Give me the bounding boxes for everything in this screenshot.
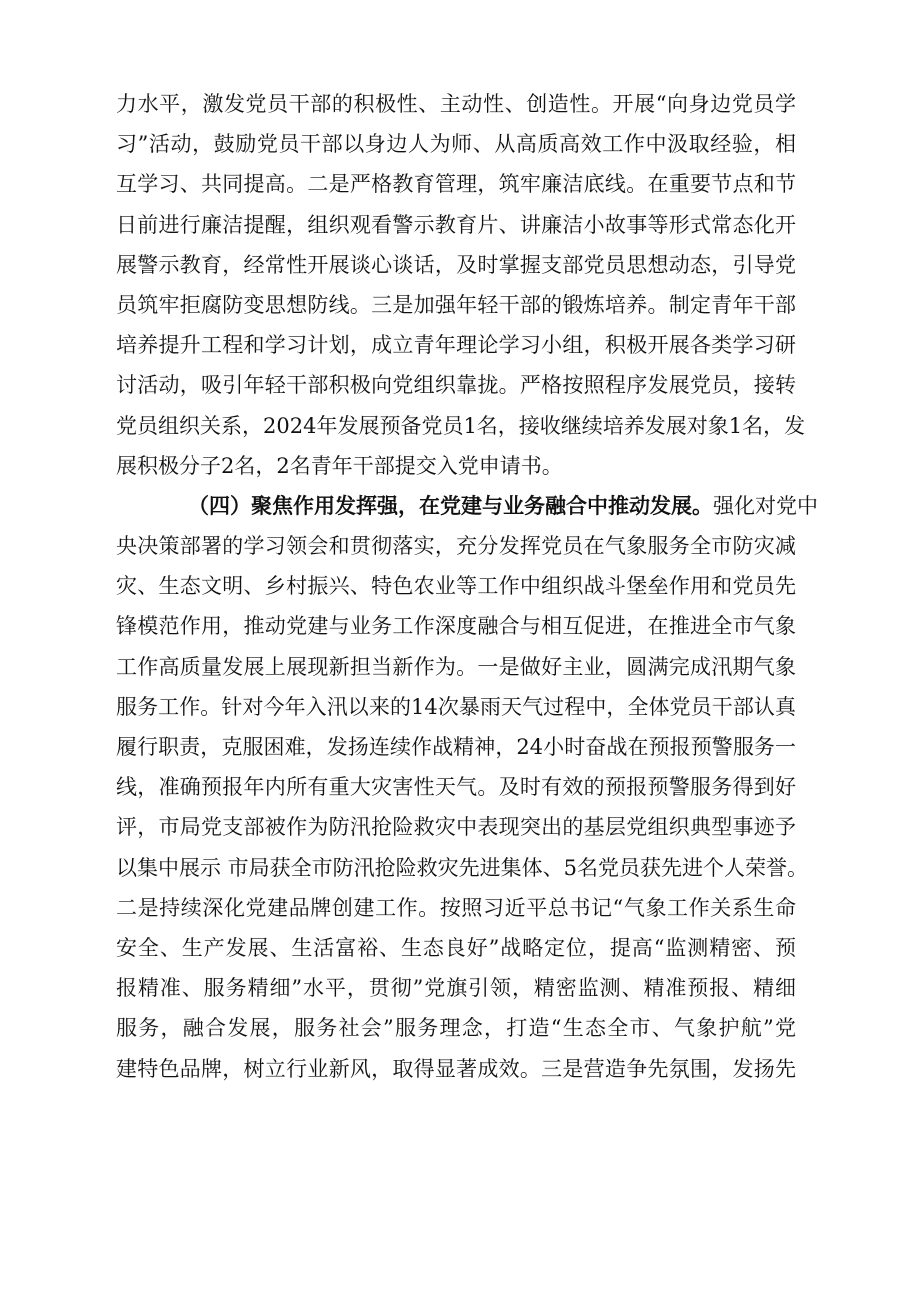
document-body xyxy=(116,84,818,1089)
text-line: 安全、生产发展、生活富裕、生态良好”战略定位，提高“监测精密、预 xyxy=(116,935,796,960)
section-heading: （四）聚焦作用发挥强，在党建与业务融合中推动发展。 xyxy=(188,492,713,518)
text-line: 日前进行廉洁提醒，组织观看警示教育片、讲廉洁小故事等形式常态化开 xyxy=(116,212,796,237)
text-line: 党员组织关系，2024年发展预备党员1名，接收继续培养发展对象1名，发 xyxy=(116,413,806,438)
text-line: 习”活动，鼓励党员干部以身边人为师、从高质高效工作中汲取经验，相 xyxy=(116,132,796,157)
text-line: 互学习、共同提高。二是严格教育管理，筑牢廉洁底线。在重要节点和节 xyxy=(116,172,796,197)
text-line: 履行职责，克服困难，发扬连续作战精神，24小时奋战在预报预警服务一 xyxy=(116,735,796,759)
text-line: 央决策部署的学习领会和贯彻落实，充分发挥党员在气象服务全市防灾减 xyxy=(116,534,796,559)
text-line: 建特色品牌，树立行业新风，取得显著成效。三是营造争先氛围，发扬先 xyxy=(116,1056,796,1081)
text-line: 服务工作。针对今年入汛以来的14次暴雨天气过程中，全体党员干部认真 xyxy=(116,694,796,719)
text-line: 二是持续深化党建品牌创建工作。按照习近平总书记“气象工作关系生命 xyxy=(116,895,796,920)
text-line: 报精准、服务精细”水平，贯彻”党旗引领，精密监测、精准预报、精细 xyxy=(116,976,796,1001)
text-line: 工作高质量发展上展现新担当新作为。一是做好主业，圆满完成汛期气象 xyxy=(116,654,796,679)
section-heading-line xyxy=(116,486,818,526)
text-line: 讨活动，吸引年轻干部积极向党组织靠拢。严格按照程序发展党员，接转 xyxy=(116,373,796,398)
text-line: 展警示教育，经常性开展谈心谈话，及时掌握支部党员思想动态，引导党 xyxy=(116,252,796,277)
text-line: 评，市局党支部被作为防汛抢险救灾中表现突出的基层党组织典型事迹予 xyxy=(116,815,796,840)
text-line: 灾、生态文明、乡村振兴、特色农业等工作中组织战斗堡垒作用和党员先 xyxy=(116,574,796,599)
text-line: 力水平，激发党员干部的积极性、主动性、创造性。开展“向身边党员学 xyxy=(116,92,796,116)
text-line: 培养提升工程和学习计划，成立青年理论学习小组，积极开展各类学习研 xyxy=(116,333,796,358)
text-line: 展积极分子2名，2名青年干部提交入党申请书。 xyxy=(116,453,563,478)
text-line: 线，准确预报年内所有重大灾害性天气。及时有效的预报预警服务得到好 xyxy=(116,775,796,800)
text-line: 以集中展示 市局获全市防汛抢险救灾先进集体、5名党员获先进个人荣誉。 xyxy=(116,855,809,880)
text-line: 锋模范作用，推动党建与业务工作深度融合与相互促进，在推进全市气象 xyxy=(116,614,796,639)
section-heading-continuation: 强化对党中 xyxy=(713,493,818,518)
text-line: 服务，融合发展，服务社会”服务理念，打造“生态全市、气象护航”党 xyxy=(116,1016,796,1041)
text-line: 员筑牢拒腐防变思想防线。三是加强年轻干部的锻炼培养。制定青年干部 xyxy=(116,292,796,317)
